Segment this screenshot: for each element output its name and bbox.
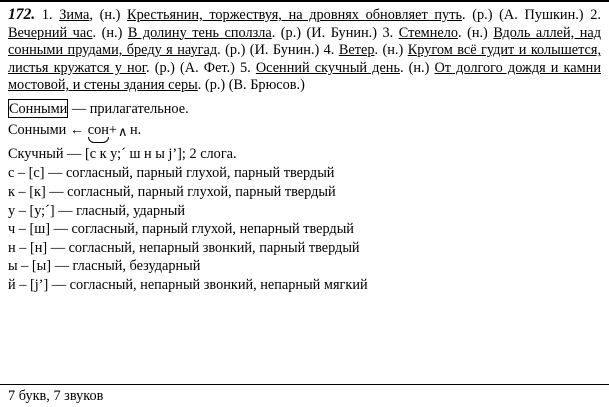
exercise-item-3-index: 3. [382,24,394,41]
analysis-block [8,100,601,295]
exercise-item-4-text-a: . (н.) [374,42,408,59]
phonetic-header: Скучный — [с к у;´ ш н ы j’]; 2 слога. [8,145,237,162]
exercise-item-4-text-b: . (р.) (А. Фет.) [146,59,235,76]
phonetic-row: ч – [ш] — согласный, парный глухой, непарный твердый [8,221,354,238]
derivation-arrow: ← [69,122,85,139]
top-rule [0,0,609,2]
morph-dash-text: — прилагательное. [68,100,189,117]
derivation-suffix: н. [129,122,142,139]
exercise-item-3-text-b: . (р.) (И. Бунин.) [217,42,320,59]
exercise-item-2-text-b: . (р.) (И. Бунин.) [271,24,377,41]
derivation-root-text: сон [87,122,109,139]
root-arc-mark [88,137,109,143]
phonetic-footer: 7 букв, 7 звуков [8,388,104,404]
phonetic-rows [8,164,601,294]
exercise-item-1-text-b: . (р.) (А. Пушкин.) [461,7,584,23]
exercise-item-4-underline-b: Кругом всё гудит и колышется, листья кружатся у ног [8,42,602,76]
derivation-line [8,121,601,140]
bottom-rule [0,384,609,385]
exercise-item-3-text-a: . (н.) [458,24,494,41]
exercise-item-5-index: 5. [240,59,251,76]
phonetic-row: к – [к] — согласный, парный глухой, парный твердый [8,184,336,201]
exercise-item-2-underline-b: В долину тень сползла [127,24,272,41]
exercise-number: 172. [8,6,36,23]
exercise-item-1-underline-b: Крестьянин, торжествуя, на дровнях обновляет путь [127,7,462,23]
boxed-word-text: Сонными [9,100,68,117]
caret-glyph: ∧ [117,124,128,140]
exercise-item-4-index: 4. [323,42,335,59]
boxed-word [8,100,68,119]
phonetic-row: й – [j’] — согласный, непарный звонкий, непарный мягкий [8,277,368,294]
morphological-analysis-line [8,100,601,119]
exercise-item-4-underline-a: Ветер [338,42,375,59]
exercise-item-2-index: 2. [590,7,601,23]
exercise-item-5-text-a: . (н.) [399,59,435,76]
phonetic-row: ы – [ы] — гласный, безударный [8,258,201,275]
derivation-root [88,121,109,140]
derivation-word: Сонными [8,122,67,139]
exercise-item-2-underline-a: Вечерний час [8,24,93,41]
derivation-plus: + [108,122,117,139]
exercise-paragraph [8,6,601,95]
exercise-item-5-underline-b: От долгого дождя и камни мостовой, и стены здания серы [8,59,601,94]
exercise-item-1-underline-a: Зима [59,7,90,23]
exercise-item-1-index: 1. [41,7,53,23]
exercise-item-5-text-b: . (р.) (В. Брюсов.) [197,77,305,94]
phonetic-row: н – [н] — согласный, непарный звонкий, парный твердый [8,239,360,256]
exercise-item-3-underline-b: Вдоль аллей, над сонными прудами, бреду я наугад [8,24,601,59]
phonetic-row: у – [у;´] — гласный, ударный [8,202,186,219]
exercise-item-1-text-a: , (н.) [89,7,128,23]
exercise-item-2-text-a: . (н.) [92,24,128,41]
phonetic-row: с – [с] — согласный, парный глухой, парный твердый [8,165,335,182]
exercise-item-3-underline-a: Стемнело [398,24,458,41]
exercise-item-5-underline-a: Осенний скучный день [255,59,400,76]
